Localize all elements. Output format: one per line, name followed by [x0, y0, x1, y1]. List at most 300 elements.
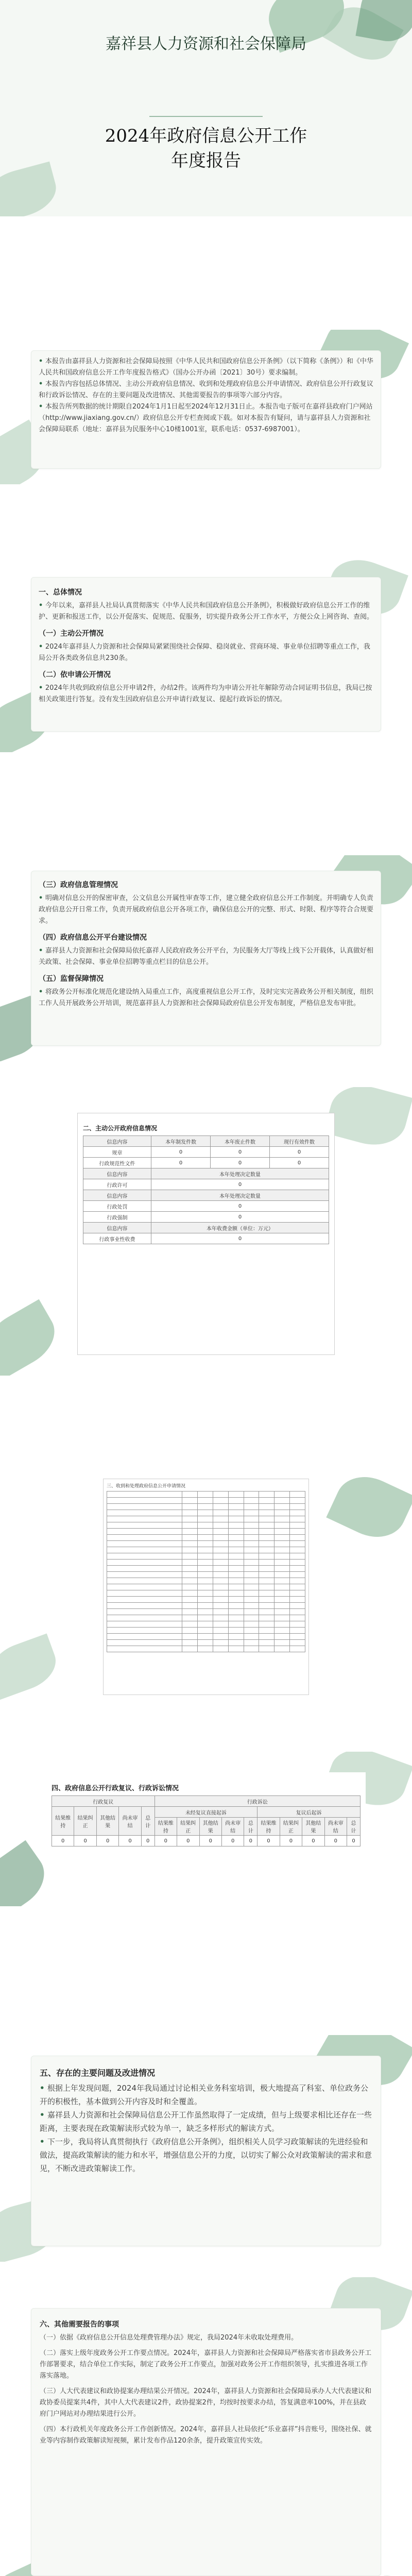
table-cell — [107, 1510, 182, 1516]
application-table — [107, 1491, 305, 1652]
table-cell — [182, 1535, 198, 1541]
table3-sheet — [46, 1772, 366, 1891]
table-cell: 规章 — [83, 1147, 151, 1158]
section-paragraph: • 2024年共收到政府信息公开申请2件，办结2件。该两件均为申请公开社年解除劳动合同证明书信息，我局已按相关政策进行答复。没有发生因政府信息公开申请行政复议、提起行政诉讼的情况。 — [39, 683, 373, 705]
table-cell — [290, 1535, 305, 1541]
table-cell — [259, 1566, 274, 1572]
table-cell — [198, 1621, 213, 1628]
table-cell — [244, 1560, 259, 1566]
table-cell — [213, 1541, 228, 1547]
table-cell — [290, 1615, 305, 1621]
table-cell — [228, 1584, 244, 1590]
table-cell: 0 — [151, 1158, 211, 1168]
table-cell — [274, 1547, 290, 1553]
table-cell — [290, 1566, 305, 1572]
table-cell — [213, 1621, 228, 1628]
table-cell — [107, 1560, 182, 1566]
table-cell — [182, 1560, 198, 1566]
table-cell — [107, 1547, 182, 1553]
table-row — [107, 1547, 305, 1553]
table2-panel — [0, 1473, 412, 1700]
table-cell — [244, 1646, 259, 1652]
table-cell — [290, 1529, 305, 1535]
table-cell — [107, 1646, 182, 1652]
table-cell — [259, 1615, 274, 1621]
table-cell: 行政强制 — [83, 1212, 151, 1223]
table-cell — [107, 1609, 182, 1615]
subsection-heading: （四）政府信息公开平台建设情况 — [39, 934, 147, 942]
table-header-cell: 总计 — [347, 1818, 360, 1836]
table-cell — [290, 1516, 305, 1522]
table-cell — [198, 1535, 213, 1541]
table-row — [107, 1572, 305, 1578]
table-cell — [198, 1603, 213, 1609]
table-cell — [182, 1634, 198, 1640]
table-row — [107, 1504, 305, 1510]
table-row — [107, 1553, 305, 1560]
table-cell — [228, 1547, 244, 1553]
table-cell — [244, 1603, 259, 1609]
table-cell — [274, 1541, 290, 1547]
table-cell — [182, 1603, 198, 1609]
table-cell — [274, 1621, 290, 1628]
table-cell — [198, 1628, 213, 1634]
table-cell — [228, 1597, 244, 1603]
table-cell — [290, 1498, 305, 1504]
table-row — [107, 1578, 305, 1584]
table1-panel — [0, 1087, 412, 1376]
table-cell — [244, 1609, 259, 1615]
table-cell: 行政事业性收费 — [83, 1233, 151, 1244]
table-cell — [259, 1572, 274, 1578]
table-header-cell: 未经复议直接起诉 — [154, 1807, 258, 1818]
table-cell — [198, 1492, 213, 1498]
table-cell: 0 — [324, 1836, 347, 1846]
table-cell — [107, 1621, 182, 1628]
table-row — [52, 1836, 360, 1846]
table-cell — [274, 1590, 290, 1597]
table-cell — [213, 1529, 228, 1535]
table-header-row — [52, 1796, 360, 1807]
table-header-cell: 本年收费金额（单位：万元） — [151, 1223, 329, 1233]
table-header-cell: 本年处理决定数量 — [151, 1190, 329, 1201]
table-cell: 0 — [347, 1836, 360, 1846]
table-cell — [182, 1498, 198, 1504]
table-cell — [274, 1578, 290, 1584]
table-cell — [198, 1646, 213, 1652]
table-cell — [274, 1572, 290, 1578]
review-litigation-table — [52, 1795, 360, 1846]
table-header-cell: 结果维持 — [258, 1818, 280, 1836]
table-cell — [259, 1541, 274, 1547]
table-header-cell: 结果纠正 — [280, 1818, 302, 1836]
title-divider — [149, 116, 263, 117]
table-cell — [198, 1553, 213, 1560]
table-cell — [228, 1504, 244, 1510]
section-paragraph: • 嘉祥县人力资源和社会保障局信息公开工作虽然取得了一定成绩，但与上级要求相比还存在一些距离，主要表现在政策解读形式较为单一，缺乏多样形式的解读方式。 — [40, 2108, 372, 2135]
report-title — [0, 124, 412, 173]
subsection-heading: （一）主动公开情况 — [39, 630, 104, 638]
table-cell: 0 — [154, 1836, 177, 1846]
table-cell — [198, 1634, 213, 1640]
table-header-cell: 其他结果 — [96, 1807, 118, 1836]
intro-paragraph: • 本报告所列数据的统计期限自2024年1月1日起至2024年12月31日止。本报告电子版可在嘉祥县政府门户网站（http://www.jiaxiang.gov.cn/）政府信息公开专栏查阅或下载。如对本报告有疑问，请与嘉祥县人力资源和社会保障局联系（地址：嘉祥县为民服务中心10楼1001室，联系电话：0537-6987001）。 — [39, 401, 373, 435]
management-panel — [0, 855, 412, 1061]
table-cell — [213, 1584, 228, 1590]
table-cell — [290, 1553, 305, 1560]
table-cell — [213, 1634, 228, 1640]
table-cell — [228, 1541, 244, 1547]
table-cell — [228, 1498, 244, 1504]
table-row — [107, 1522, 305, 1529]
table-header-cell: 结果维持 — [52, 1807, 74, 1836]
table-cell — [228, 1535, 244, 1541]
table-cell — [259, 1498, 274, 1504]
leaf-decoration — [0, 1299, 65, 1376]
table-cell — [259, 1578, 274, 1584]
table-cell — [182, 1584, 198, 1590]
table-cell — [213, 1609, 228, 1615]
table-cell — [259, 1547, 274, 1553]
table-cell — [259, 1609, 274, 1615]
table-cell — [198, 1510, 213, 1516]
table-cell — [259, 1522, 274, 1529]
table-cell — [290, 1640, 305, 1646]
table-row — [107, 1529, 305, 1535]
problems-card — [31, 2056, 381, 2246]
leaf-decoration — [323, 1087, 412, 1153]
table-row — [83, 1233, 329, 1244]
table-header-cell: 其他结果 — [302, 1818, 324, 1836]
table-cell — [198, 1566, 213, 1572]
table-cell — [198, 1590, 213, 1597]
table-cell — [290, 1634, 305, 1640]
table-cell — [107, 1578, 182, 1584]
table-cell — [290, 1609, 305, 1615]
table-cell: 0 — [199, 1836, 221, 1846]
table-cell — [274, 1566, 290, 1572]
table-cell — [182, 1621, 198, 1628]
table-cell — [274, 1634, 290, 1640]
table-cell — [107, 1572, 182, 1578]
table-row — [107, 1566, 305, 1572]
table-header-cell: 结果纠正 — [74, 1807, 96, 1836]
table-header-row — [83, 1136, 329, 1147]
table-cell — [290, 1510, 305, 1516]
table-row — [107, 1646, 305, 1652]
table-row — [107, 1634, 305, 1640]
table-cell: 0 — [280, 1836, 302, 1846]
table-cell — [274, 1516, 290, 1522]
section-paragraph: • 明确对信息公开的保密审查，公文信息公开属性审查等工作，建立健全政府信息公开工作制度。并明确专人负责政府信息公开日常工作，负责开展政府信息公开各项工作，确保信息公开的完整、形式、时限、程序等符合合规要求。 — [39, 893, 373, 927]
table-row — [107, 1492, 305, 1498]
table-cell — [198, 1504, 213, 1510]
table-header-cell: 本年废止件数 — [211, 1136, 270, 1147]
table-cell — [213, 1566, 228, 1572]
table-heading: 三、收到和处理政府信息公开申请情况 — [107, 1484, 186, 1489]
table-cell — [244, 1615, 259, 1621]
table-cell — [259, 1621, 274, 1628]
table-cell — [182, 1510, 198, 1516]
table-subheader-row — [83, 1168, 329, 1179]
table-cell — [213, 1628, 228, 1634]
table-row — [107, 1510, 305, 1516]
table-cell — [213, 1572, 228, 1578]
table-cell — [274, 1492, 290, 1498]
table-row — [107, 1609, 305, 1615]
table-cell — [290, 1504, 305, 1510]
table-cell — [198, 1522, 213, 1529]
table-cell — [290, 1590, 305, 1597]
table-cell: 0 — [74, 1836, 96, 1846]
table-cell — [213, 1516, 228, 1522]
intro-paragraph: • 本报告由嘉祥县人力资源和社会保障局按照《中华人民共和国政府信息公开条例》（以下简称《条例》）和《中华人民共和国政府信息公开工作年度报告格式》（国办公开办函〔2021〕30号）要求编制。 — [39, 356, 373, 379]
table-cell: 行政处罚 — [83, 1201, 151, 1212]
table-cell: 0 — [96, 1836, 118, 1846]
overview-panel — [0, 556, 412, 752]
table-cell — [290, 1541, 305, 1547]
table-cell — [244, 1516, 259, 1522]
table-cell — [198, 1578, 213, 1584]
table3-panel — [0, 1752, 412, 1906]
table-cell: 0 — [221, 1836, 244, 1846]
table-cell: 0 — [151, 1179, 329, 1190]
table-cell — [244, 1529, 259, 1535]
table-cell — [182, 1529, 198, 1535]
overview-card — [31, 577, 381, 732]
table-cell — [244, 1510, 259, 1516]
table-cell — [213, 1522, 228, 1529]
table-cell — [213, 1547, 228, 1553]
table-cell — [182, 1547, 198, 1553]
section-paragraph: （一）依据《政府信息公开信息处理费管理办法》规定，我局2024年未收取处理费用。 — [40, 2334, 298, 2342]
table-row — [107, 1535, 305, 1541]
table-row — [107, 1498, 305, 1504]
table-heading: 四、政府信息公开行政复议、行政诉讼情况 — [52, 1785, 179, 1792]
table-cell — [290, 1597, 305, 1603]
table-cell — [259, 1510, 274, 1516]
table-cell — [213, 1578, 228, 1584]
table-cell: 0 — [151, 1147, 211, 1158]
table-header-cell: 行政复议 — [52, 1796, 155, 1807]
table-cell — [213, 1535, 228, 1541]
table-cell — [259, 1516, 274, 1522]
table-cell — [228, 1572, 244, 1578]
table-header-cell: 其他结果 — [199, 1818, 221, 1836]
section-paragraph: • 今年以来，嘉祥县人社局认真贯彻落实《中华人民共和国政府信息公开条例》，积极做好政府信息公开工作的维护、更新和报送工作，以公开促落实、促规范、促服务，切实提升政务公开工作水平，方便公众上网咨询、查阅。 — [39, 600, 373, 623]
table-cell — [213, 1597, 228, 1603]
subsection-heading: （二）依申请公开情况 — [39, 671, 111, 679]
section-paragraph: • 根据上年发现问题，2024年我局通过讨论相关业务科室培训，极大地提高了科室、单位政务公开的积极性，基本做到公开内容及时和全覆盖。 — [40, 2081, 372, 2108]
table-cell — [228, 1640, 244, 1646]
table-row — [107, 1584, 305, 1590]
intro-paragraph: • 本报告内容包括总体情况、主动公开政府信息情况、收到和处理政府信息公开申请情况、政府信息公开行政复议和行政诉讼情况、存在的主要问题及改进情况、其他需要报告的事项等六部分内容。 — [39, 379, 373, 401]
table-cell: 0 — [151, 1212, 329, 1223]
table-cell — [274, 1529, 290, 1535]
table-cell — [182, 1492, 198, 1498]
table-row — [107, 1590, 305, 1597]
table-cell — [198, 1597, 213, 1603]
table-cell — [182, 1640, 198, 1646]
table-cell: 0 — [211, 1147, 270, 1158]
table-cell — [107, 1498, 182, 1504]
table-cell — [244, 1634, 259, 1640]
table1-sheet — [77, 1113, 335, 1355]
table-row — [107, 1516, 305, 1522]
table-cell — [259, 1628, 274, 1634]
table-cell — [213, 1560, 228, 1566]
table-cell — [213, 1553, 228, 1560]
table-cell — [290, 1522, 305, 1529]
table-row — [107, 1628, 305, 1634]
table-cell — [274, 1615, 290, 1621]
table-cell — [290, 1492, 305, 1498]
table-subheader-row — [83, 1190, 329, 1201]
table-cell — [182, 1628, 198, 1634]
table-cell — [107, 1553, 182, 1560]
intro-panel — [0, 330, 412, 484]
table-cell — [259, 1597, 274, 1603]
table-cell: 行政许可 — [83, 1179, 151, 1190]
table-cell — [198, 1615, 213, 1621]
table-cell — [274, 1535, 290, 1541]
table-cell — [259, 1640, 274, 1646]
department-title: 嘉祥县人力资源和社会保障局 — [106, 35, 306, 53]
table-header-cell: 复议后起诉 — [258, 1807, 360, 1818]
table-cell — [198, 1640, 213, 1646]
table-cell — [198, 1560, 213, 1566]
table-cell — [228, 1603, 244, 1609]
table-cell — [244, 1522, 259, 1529]
table-cell: 0 — [151, 1201, 329, 1212]
table-cell — [107, 1504, 182, 1510]
table-cell — [259, 1529, 274, 1535]
table-cell — [182, 1615, 198, 1621]
report-title-line1: 2024年政府信息公开工作 — [105, 126, 307, 146]
table-cell: 0 — [302, 1836, 324, 1846]
table-cell — [259, 1603, 274, 1609]
table-cell — [259, 1492, 274, 1498]
table-cell — [107, 1541, 182, 1547]
table-header-cell: 现行有效件数 — [270, 1136, 329, 1147]
table-cell — [259, 1504, 274, 1510]
table-row — [83, 1147, 329, 1158]
table-cell — [213, 1504, 228, 1510]
table-cell — [107, 1535, 182, 1541]
table-cell — [274, 1553, 290, 1560]
table-cell — [198, 1516, 213, 1522]
other-panel — [0, 2277, 412, 2576]
table-cell — [107, 1516, 182, 1522]
table-cell — [228, 1492, 244, 1498]
table-subheader-row — [83, 1223, 329, 1233]
table-cell — [182, 1597, 198, 1603]
table-header-cell: 尚未审结 — [119, 1807, 141, 1836]
table-cell: 0 — [211, 1158, 270, 1168]
table-cell — [213, 1646, 228, 1652]
table-cell — [290, 1621, 305, 1628]
table-cell — [182, 1504, 198, 1510]
table-cell — [228, 1510, 244, 1516]
leaf-decoration — [0, 1633, 62, 1700]
table-cell — [107, 1597, 182, 1603]
table-cell — [182, 1578, 198, 1584]
table-cell — [274, 1584, 290, 1590]
table-row — [107, 1560, 305, 1566]
table-cell — [244, 1535, 259, 1541]
table-cell — [290, 1628, 305, 1634]
table-cell — [228, 1566, 244, 1572]
table-cell — [244, 1590, 259, 1597]
table-row — [107, 1615, 305, 1621]
table-cell — [198, 1547, 213, 1553]
table-cell: 0 — [270, 1158, 329, 1168]
table-cell — [213, 1498, 228, 1504]
table-cell — [213, 1615, 228, 1621]
table-cell — [274, 1597, 290, 1603]
table-cell — [182, 1522, 198, 1529]
table-row — [83, 1158, 329, 1168]
table-cell — [274, 1504, 290, 1510]
table-header-cell: 信息内容 — [83, 1223, 151, 1233]
table-row — [83, 1212, 329, 1223]
table-row — [107, 1603, 305, 1609]
table-header-row — [52, 1807, 360, 1818]
table-cell — [107, 1634, 182, 1640]
table-cell — [182, 1609, 198, 1615]
table-cell — [213, 1510, 228, 1516]
table-header-cell: 尚未审结 — [221, 1818, 244, 1836]
table-cell — [244, 1640, 259, 1646]
table-row — [107, 1621, 305, 1628]
table-cell — [198, 1609, 213, 1615]
table-row — [107, 1640, 305, 1646]
table-cell — [228, 1522, 244, 1529]
table-row — [83, 1179, 329, 1190]
other-card — [31, 2308, 381, 2576]
section-paragraph: • 将政务公开标准化规范化建设纳入局重点工作，高度重视信息公开工作，及时完实完善政务公开相关制度，组织工作人员开展政务公开培训，规范嘉祥县人力资源和社会保障局政府信息公开发布制度，严格信息发布审批。 — [39, 987, 373, 1009]
table-cell — [213, 1640, 228, 1646]
table-cell — [259, 1634, 274, 1640]
table-cell — [274, 1603, 290, 1609]
table-cell — [107, 1529, 182, 1535]
table-cell: 0 — [258, 1836, 280, 1846]
table-row — [83, 1201, 329, 1212]
table-heading: 二、主动公开政府信息情况 — [83, 1125, 158, 1132]
table-cell — [107, 1628, 182, 1634]
table-cell — [228, 1646, 244, 1652]
table-cell — [244, 1492, 259, 1498]
table-cell — [228, 1560, 244, 1566]
table-header-cell: 行政诉讼 — [154, 1796, 360, 1807]
section-paragraph: • 嘉祥县人力资源和社会保障局依托嘉祥人民政府政务公开平台，为民服务大厅等线上线下公开载体，认真做好相关政策、社会保障、事业单位招聘等重点栏目的信息公开。 — [39, 945, 373, 968]
table-cell — [259, 1646, 274, 1652]
table2-sheet — [103, 1479, 309, 1695]
table-cell — [244, 1597, 259, 1603]
subsection-heading: （五）监督保障情况 — [39, 975, 104, 983]
table-cell — [244, 1541, 259, 1547]
active-disclosure-table — [83, 1136, 329, 1244]
table-cell — [213, 1492, 228, 1498]
table-cell — [290, 1646, 305, 1652]
table-cell — [290, 1584, 305, 1590]
section-paragraph: （四）本行政机关年度政务公开工作创新情况。2024年，嘉祥县人社局依托“乐业嘉祥”抖音账号，围绕社保、就业等内容制作政策解读短视频，累计发布作品120余条，提升政策宣传实效。 — [40, 2426, 372, 2445]
management-card — [31, 871, 381, 1046]
table-header-cell: 总计 — [141, 1807, 154, 1836]
leaf-decoration — [326, 1473, 412, 1548]
table-cell — [198, 1584, 213, 1590]
table-cell — [107, 1492, 182, 1498]
